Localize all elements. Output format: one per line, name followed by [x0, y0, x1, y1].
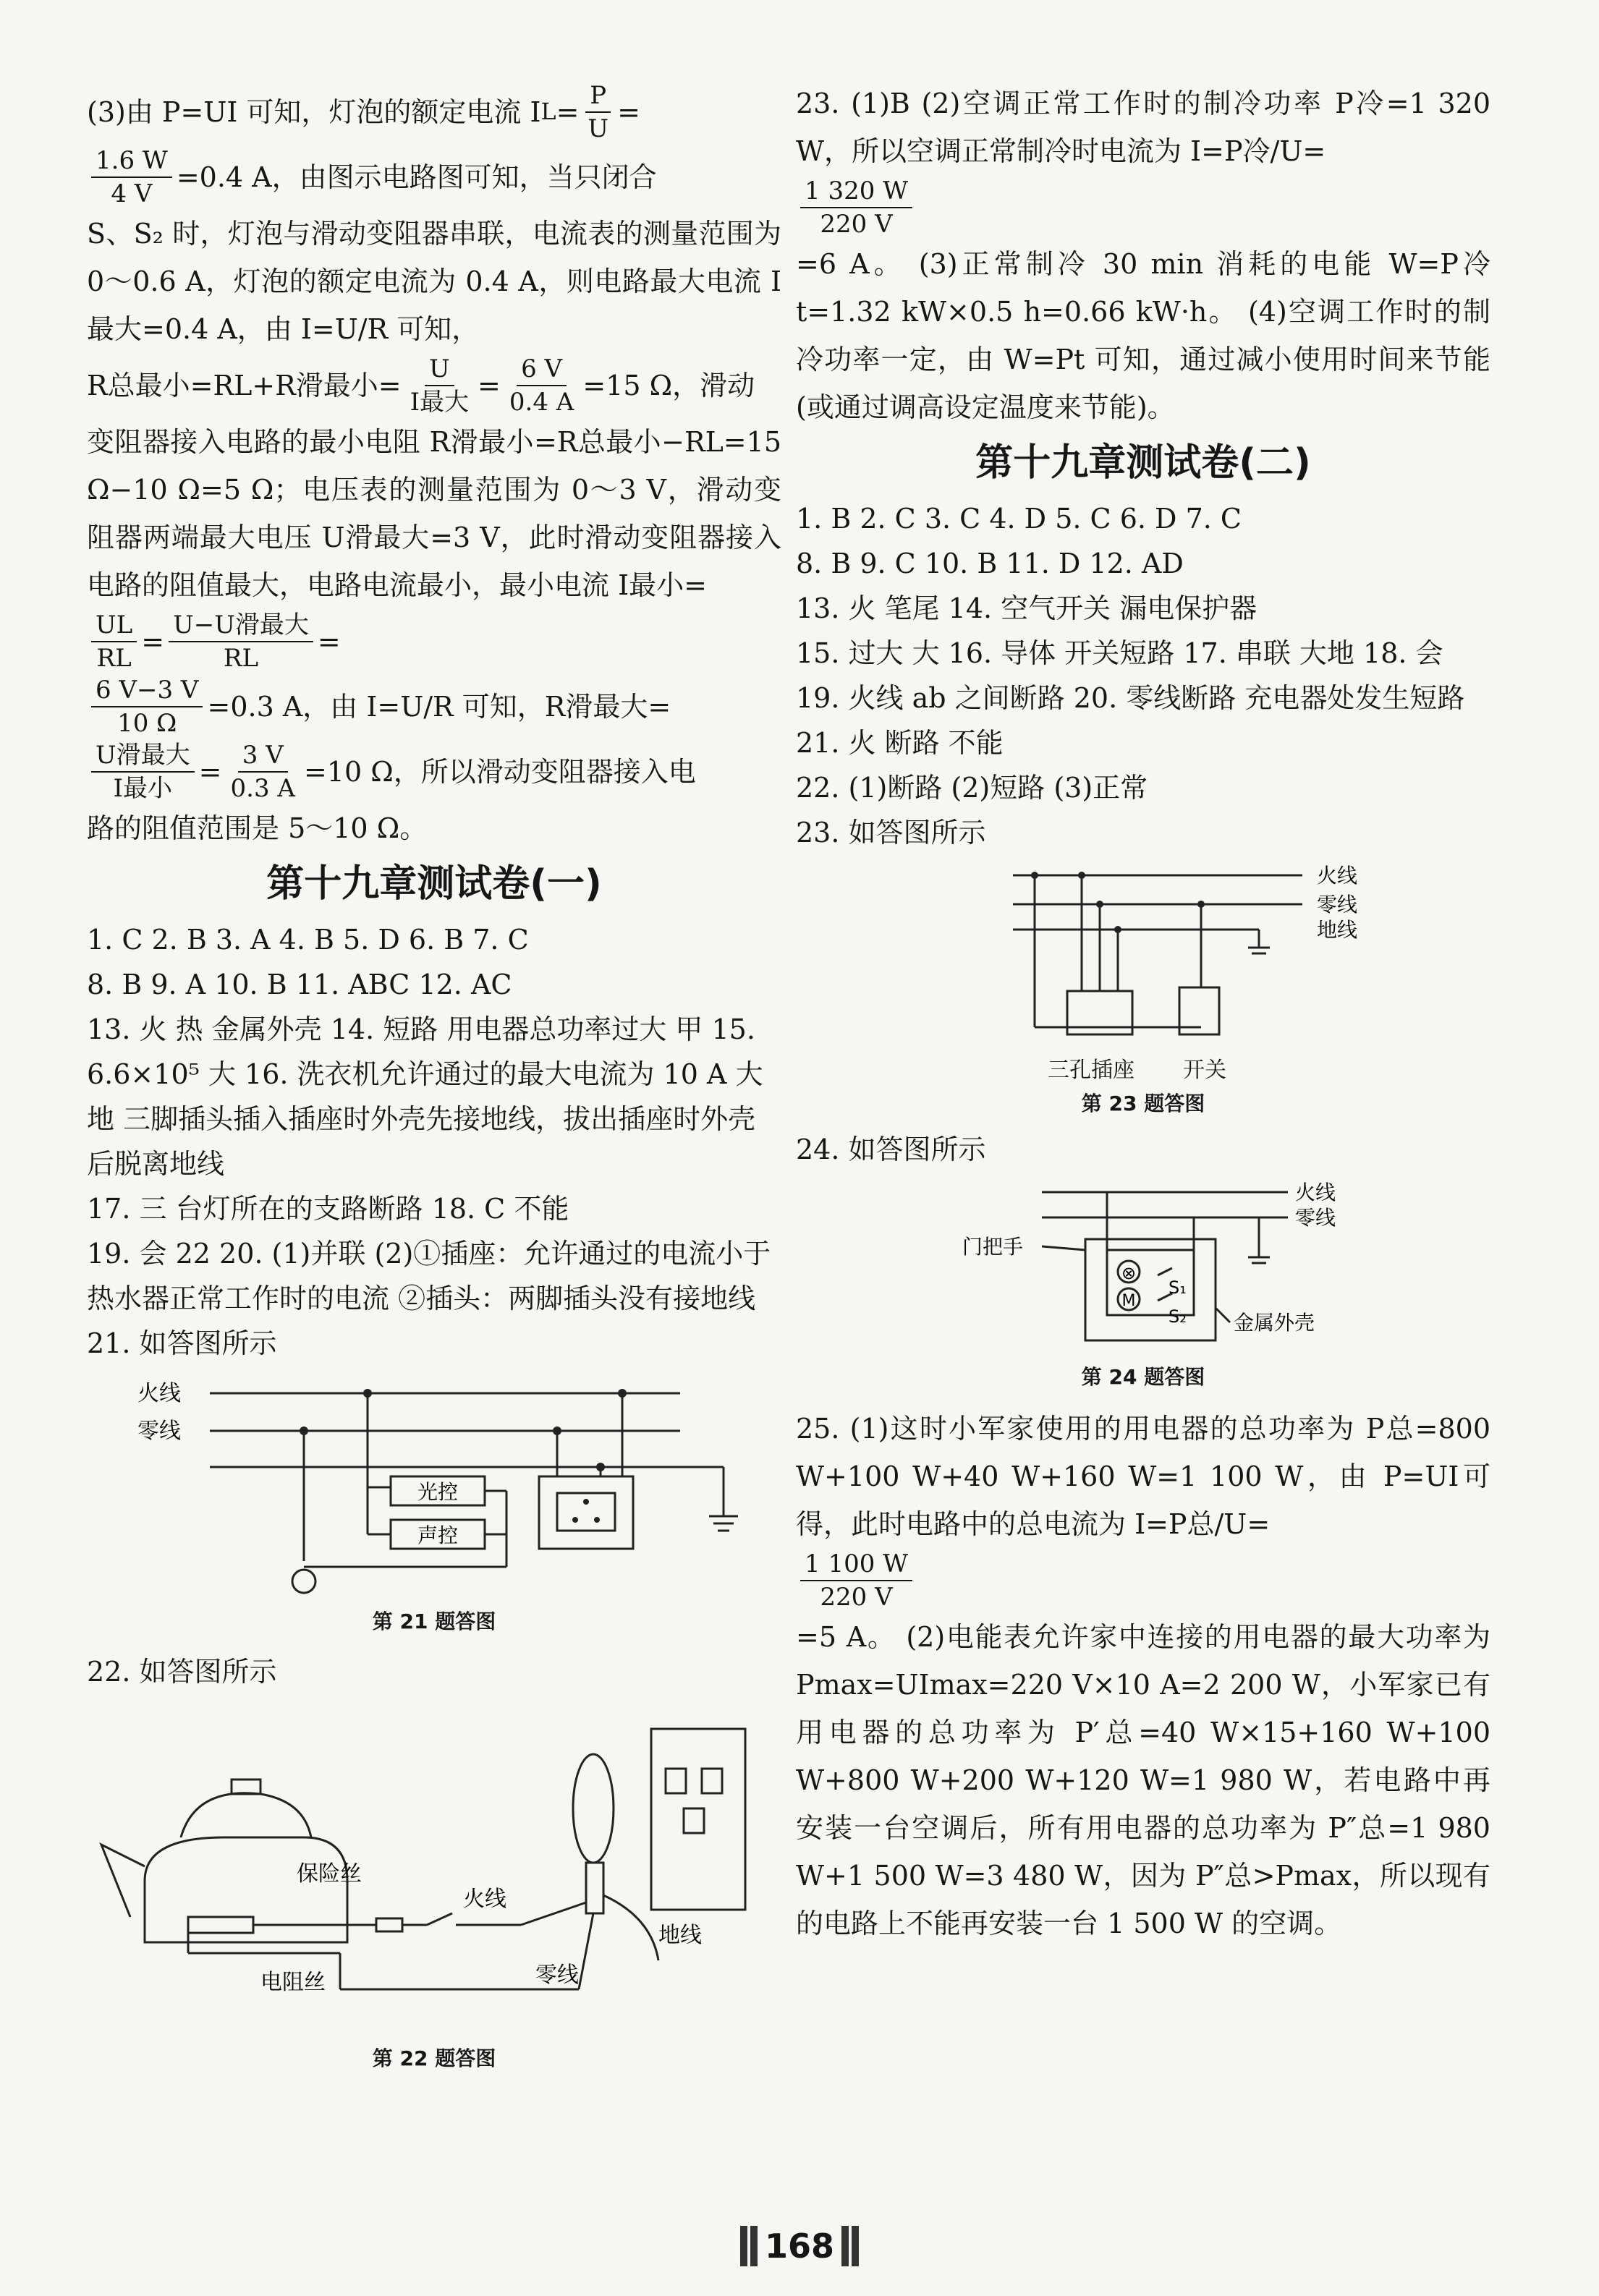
right-column [796, 80, 1490, 1947]
q23-eq [796, 175, 1490, 240]
fig23-neutral-label: 零线 [1317, 893, 1358, 917]
q25-eq [796, 1548, 1490, 1613]
q3-eq5-b: =10 Ω，所以滑动变阻器接入电 [303, 756, 696, 788]
q3-eq2: R总最小=RL+R滑最小= $\frac{U}{\text{I最大}}$ = $\frac{6 V}{0.4 A}$ =15 Ω，滑动 [87, 354, 755, 417]
q3-eq4 [87, 674, 781, 739]
q3-text: =0.4 A，由图示电路图可知，当只闭合 [176, 161, 657, 193]
q23-paragraph: 23. (1)B (2)空调正常工作时的制冷功率 P冷=1 320 W，所以空调正常制冷时电流为 I=P冷/U= [796, 88, 1490, 167]
fraction: $\frac{P}{U}$ [583, 80, 613, 145]
q3-paragraph2 [87, 418, 781, 609]
fig24-neutral-label: 零线 [1295, 1206, 1336, 1230]
fig23-ground-label: 地线 [1317, 918, 1358, 942]
fig24-caption: 第 24 题答图 [1081, 1365, 1205, 1389]
q23-after: =6 A。 (3)正常制冷 30 min 消耗的电能 W=P冷 t=1.32 kW×0.5 h=0.66 kW·h。 (4)空调工作时的制冷功率一定，由 W=Pt 可知，通过减小使用时间来节能(或通过调高设定温度来节能)。 [796, 248, 1490, 423]
fraction: $\frac{1 100 W}{220 V}$ [800, 1548, 912, 1613]
fig24-lamp-icon: ⊗ [1121, 1263, 1137, 1283]
fig22-ground-label: 地线 [658, 1923, 702, 1948]
page-number-bar [852, 2226, 859, 2266]
page-number-bar [841, 2226, 849, 2266]
fraction: $\frac{6 V-3 V}{10 \Omega}$ [91, 674, 203, 739]
fig24-s1: S₁ [1168, 1277, 1187, 1298]
q25-paragraph2: =5 A。 (2)电能表允许家中连接的用电器的最大功率为 Pmax=UImax=220 V×10 A=2 200 W，小军家已有用电器的总功率为 P′总=40 W×15+160 W+100 W+800 W+200 W+120 W=1 980 W，若电路中再安装一台空调后，所有用电器的总功率为 P″总=1 980 W+1 500 W=3 480 W，因为 P″总>Pmax，所以现有的电路上不能再安装一台 1 500 W 的空调。 [796, 1621, 1490, 1939]
left-column [87, 80, 781, 2078]
fig22-live-label: 火线 [463, 1887, 506, 1912]
fig22-resistor-label: 电阻丝 [260, 1970, 326, 1995]
answers-line-1: 1. C 2. B 3. A 4. B 5. D 6. B 7. C [87, 924, 529, 956]
answers2-q24: 24. 如答图所示 [796, 1134, 986, 1165]
fig23-socket-label: 三孔插座 [1048, 1058, 1134, 1083]
fig21-caption: 第 21 题答图 [372, 1610, 496, 1633]
fig24-motor-icon: M [1121, 1292, 1136, 1310]
fraction: $\frac{3 V}{0.3 A}$ [230, 741, 295, 803]
circuit-diagram-22 [87, 1700, 781, 2040]
answers2-line-3: 13. 火 笔尾 14. 空气开关 漏电保护器 [796, 592, 1257, 624]
q3-p2-text: 变阻器接入电路的最小电阻 R滑最小=R总最小−RL=15 Ω−10 Ω=5 Ω；电压表的测量范围为 0～3 V，滑动变阻器两端最大电压 U滑最大=3 V，此时滑动变阻器接入电路的阻值最大，电路电流最小，最小电流 I最小= [87, 426, 781, 601]
figure-24 [796, 1178, 1490, 1390]
fig23-switch-label: 开关 [1183, 1058, 1226, 1083]
answers2-q23: 23. 如答图所示 [796, 817, 986, 849]
fig24-s2: S₂ [1168, 1306, 1187, 1327]
q3-paragraph1: S、S₂ 时，灯泡与滑动变阻器串联，电流表的测量范围为 0～0.6 A，灯泡的额定电流为 0.4 A，则电路最大电流 I最大=0.4 A，由 I=U/R 可知， [87, 218, 781, 345]
fraction: $\frac{1.6 W}{4 V}$ [91, 145, 172, 210]
fig23-caption: 第 23 题答图 [1081, 1092, 1205, 1115]
fraction: $\frac{U}{\text{I最大}}$ [410, 354, 470, 417]
answers-line-2: 8. B 9. A 10. B 11. ABC 12. AC [87, 969, 512, 1000]
fig21-light-control: 光控 [417, 1480, 459, 1504]
page-number-bar [740, 2226, 747, 2266]
fraction: $\frac{\text{U滑最大}}{\text{I最小}}$ [91, 739, 195, 804]
figure-21 [87, 1372, 781, 1635]
answers2-line-4: 15. 过大 大 16. 导体 开关短路 17. 串联 大地 18. 会 19. 火线 ab 之间断路 20. 零线断路 充电器处发生短路 21. 火 断路 不能 [796, 637, 1465, 759]
answers-q22: 22. 如答图所示 [87, 1656, 277, 1688]
fig21-neutral-label: 零线 [137, 1419, 181, 1444]
q3-end: 路的阻值范围是 5～10 Ω。 [87, 812, 428, 844]
fraction: $\frac{\text{U−U滑最大}}{RL}$ [169, 609, 313, 674]
answers2-line-2: 8. B 9. C 10. B 11. D 12. AD [796, 548, 1184, 579]
figure-23 [796, 861, 1490, 1117]
circuit-diagram-21 [87, 1372, 781, 1603]
circuit-diagram-24 [796, 1178, 1490, 1359]
circuit-diagram-23 [796, 861, 1490, 1049]
fig23-live-label: 火线 [1317, 864, 1358, 888]
fig21-live-label: 火线 [137, 1381, 181, 1406]
q3-eq3: $\frac{UL}{RL}$ = $\frac{\text{U−U滑最大}}{RL}$ = [87, 609, 781, 674]
chapter-test-heading-2: 第十九章测试卷(二) [975, 441, 1311, 485]
answers-line-5: 19. 会 22 20. (1)并联 (2)①插座：允许通过的电流小于热水器正常工作时的电流 ②插头：两脚插头没有接地线 [87, 1238, 771, 1314]
answers-line-3: 13. 火 热 金属外壳 14. 短路 用电器总功率过大 甲 15. 6.6×10⁵ 大 16. 洗衣机允许通过的最大电流为 10 A 大地 三脚插头插入插座时外壳先接地线，拔出插座时外壳后脱离地线 [87, 1013, 763, 1180]
fig24-shell-label: 金属外壳 [1234, 1311, 1315, 1335]
answers-q21: 21. 如答图所示 [87, 1327, 277, 1359]
fraction: $\frac{UL}{RL}$ [91, 609, 137, 674]
fraction: $\frac{6 V}{0.4 A}$ [509, 354, 574, 417]
figure-22 [87, 1700, 781, 2072]
q3-eq2-b: =15 Ω，滑动 [582, 370, 755, 401]
page-number [738, 2224, 861, 2268]
answers2-line-1: 1. B 2. C 3. C 4. D 5. C 6. D 7. C [796, 503, 1242, 535]
q25-paragraph1: 25. (1)这时小军家使用的用电器的总功率为 P总=800 W+100 W+40 W+160 W=1 100 W，由 P=UI可得，此时电路中的总电流为 I=P总/U= [796, 1413, 1490, 1540]
q3-line1: (3)由 P=UI 可知，灯泡的额定电流 I [87, 96, 541, 128]
fraction: $\frac{1 320 W}{220 V}$ [800, 175, 912, 240]
q3-eq1: (3)由 P=UI 可知，灯泡的额定电流 I L = $\frac{P}{U}$ = [87, 81, 640, 143]
page-number-bar [750, 2226, 758, 2266]
fig21-sound-control: 声控 [417, 1523, 459, 1547]
page-number-text: 168 [764, 2227, 835, 2266]
q3-eq1b [87, 145, 781, 210]
q3-eq4-b: =0.3 A，由 I=U/R 可知，R滑最大= [207, 691, 671, 723]
fig22-neutral-label: 零线 [535, 1963, 579, 1988]
chapter-test-heading-1: 第十九章测试卷(一) [266, 862, 602, 906]
fig24-handle-label: 门把手 [962, 1235, 1024, 1259]
fig24-live-label: 火线 [1295, 1181, 1336, 1204]
answers-line-4: 17. 三 台灯所在的支路断路 18. C 不能 [87, 1193, 569, 1225]
answers2-line-5: 22. (1)断路 (2)短路 (3)正常 [796, 772, 1148, 804]
fig22-caption: 第 22 题答图 [372, 2046, 496, 2070]
fig22-fuse-label: 保险丝 [297, 1861, 362, 1887]
q3-eq5: $\frac{\text{U滑最大}}{\text{I最小}}$ = $\frac{3 V}{0.3 A}$ =10 Ω，所以滑动变阻器接入电 [87, 739, 781, 804]
q3-eq2-a: R总最小=RL+R滑最小= [87, 370, 402, 401]
